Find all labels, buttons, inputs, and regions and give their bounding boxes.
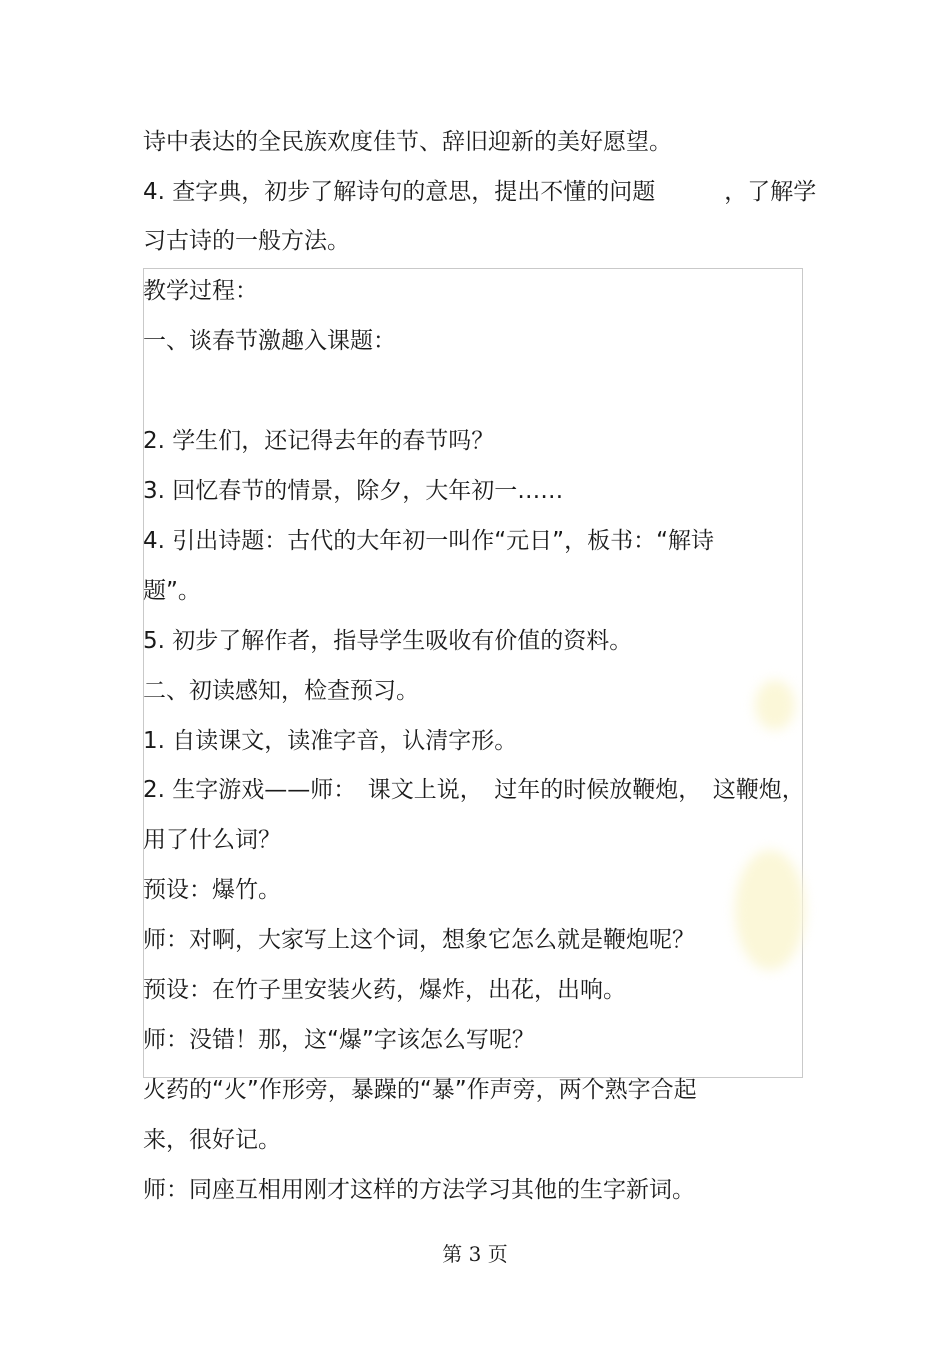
page-number: 第 3 页 <box>442 1242 508 1266</box>
text-line: 师：对啊，大家写上这个词，想象它怎么就是鞭炮呢？ <box>143 927 695 953</box>
section-heading: 一、谈春节激趣入课题： <box>143 328 396 354</box>
text-line: 4. 查字典，初步了解诗句的意思，提出不懂的问题 ，了解学 <box>143 179 817 205</box>
text-line: 预设：在竹子里安装火药，爆炸，出花，出响。 <box>143 977 626 1003</box>
text-line: 用了什么词？ <box>143 827 281 853</box>
text-line: 诗中表达的全民族欢度佳节、辞旧迎新的美好愿望。 <box>143 129 672 155</box>
text-line: 4. 引出诗题：古代的大年初一叫作“元日”，板书：“解诗 <box>143 528 715 554</box>
text-line: 习古诗的一般方法。 <box>143 228 350 254</box>
background-glow <box>755 680 795 730</box>
text-line: 2. 生字游戏——师： 课文上说， 过年的时候放鞭炮， 这鞭炮， <box>143 777 805 803</box>
text-line: 5. 初步了解作者，指导学生吸收有价值的资料。 <box>143 628 633 654</box>
background-glow <box>735 850 805 970</box>
section-heading: 二、初读感知，检查预习。 <box>143 678 419 704</box>
text-line: 预设：爆竹。 <box>143 877 281 903</box>
section-heading: 教学过程： <box>143 278 258 304</box>
text-line: 3. 回忆春节的情景，除夕，大年初一…… <box>143 478 564 504</box>
text-line: 师：同座互相用刚才这样的方法学习其他的生字新词。 <box>143 1177 695 1203</box>
text-line: 题”。 <box>143 578 201 604</box>
text-line: 师：没错！那，这“爆”字该怎么写呢？ <box>143 1027 535 1053</box>
text-line: 来，很好记。 <box>143 1127 281 1153</box>
text-line: 1. 自读课文，读准字音，认清字形。 <box>143 728 518 754</box>
text-frame <box>143 268 803 1078</box>
text-line: 2. 学生们，还记得去年的春节吗？ <box>143 428 495 454</box>
text-line: 火药的“火”作形旁，暴躁的“暴”作声旁，两个熟字合起 <box>143 1077 697 1103</box>
